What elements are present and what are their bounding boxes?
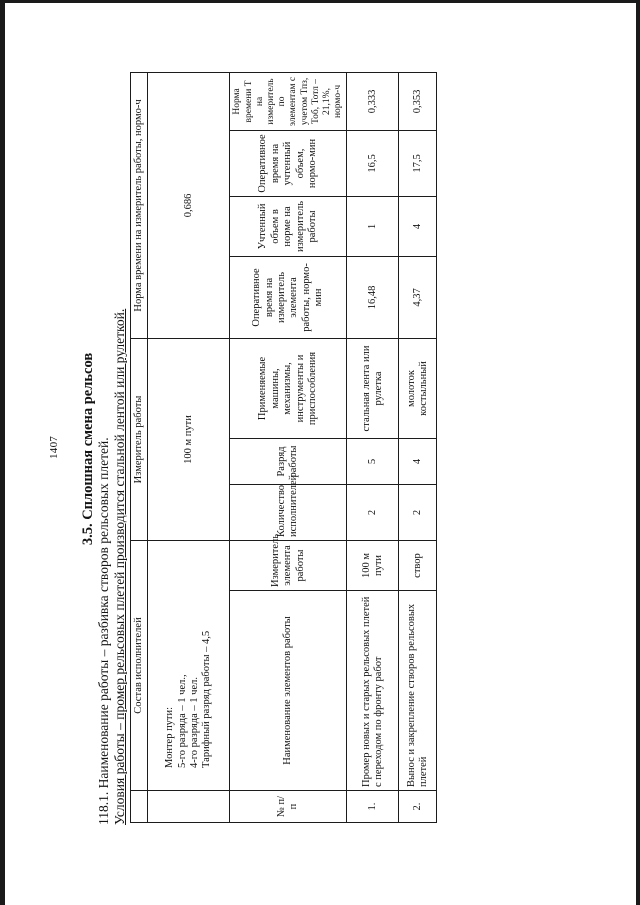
row-op-time-volume: 17,5: [399, 130, 437, 196]
header-volume-per-unit: Учтенный объем в норме на измеритель работы: [230, 196, 347, 256]
header-staff: Состав исполнителей: [131, 541, 148, 791]
header-empty-cell: [131, 791, 148, 823]
row-norm-t: 0,353: [399, 72, 437, 130]
work-name-prefix: 118.1. Наименование работы –: [96, 646, 111, 825]
header-machines: Применяемые машины, механизмы, инструменты и приспособления: [230, 338, 347, 438]
unit-value-cell: 100 м пути: [148, 338, 230, 540]
row-grade: 5: [347, 439, 399, 485]
header-num: № п/п: [230, 791, 347, 823]
staff-line-4: Тарифный разряд работы – 4,5: [201, 630, 213, 768]
staff-line-2: 5-го разряда – 1 чел.,: [176, 674, 188, 768]
row-machines: молоток костыльный: [399, 338, 437, 438]
row-op-time-element: 16,48: [347, 256, 399, 338]
row-num: 1.: [347, 791, 399, 823]
row-volume: 4: [399, 196, 437, 256]
header-element-unit: Измеритель элемента работы: [230, 541, 347, 591]
conditions-prefix: Условия работы –: [112, 719, 127, 825]
section-title: 3.5. Сплошная смена рельсов: [80, 352, 96, 546]
row-norm-t: 0,333: [347, 72, 399, 130]
header-norm-t: Норма времени Т на измеритель по элементам с учетом Тпз, Тоб, Тотл – 21,1%, нормо-ч: [230, 72, 347, 130]
row-grade: 4: [399, 439, 437, 485]
row-op-time-element: 4,37: [399, 256, 437, 338]
row-name: Промер новых и старых рельсовых плетей с переходом по фронту работ: [347, 591, 399, 791]
norm-value-cell: 0,686: [148, 72, 230, 338]
work-name-line: [96, 437, 112, 825]
staff-line-1: Монтер пути:: [164, 706, 176, 768]
work-name-value: разбивка створов рельсовых плетей.: [96, 437, 111, 647]
header-element-name: Наименование элементов работы: [230, 591, 347, 791]
row-op-time-volume: 16,5: [347, 130, 399, 196]
row-name: Вынос и закрепление створов рельсовых плетей: [399, 591, 437, 791]
blank-num-cell: [148, 791, 230, 823]
row-machines: стальная лента или рулетка: [347, 338, 399, 438]
row-num: 2.: [399, 791, 437, 823]
header-op-time-volume: Оперативное время на учтенный объем, нормо-мин: [230, 130, 347, 196]
header-performers: Количество исполнителей: [230, 485, 347, 541]
table-row: [399, 72, 437, 822]
table-row: [347, 72, 399, 822]
work-conditions-line: [112, 309, 128, 825]
staff-cell: [148, 541, 230, 791]
page-number: 1407: [48, 435, 60, 459]
work-norm-table: [130, 72, 437, 823]
header-unit: Измеритель работы: [131, 338, 148, 540]
header-op-time-element: Оперативное время на измеритель элемента работы, нормо-мин: [230, 256, 347, 338]
header-grade: Разряд работы: [230, 439, 347, 485]
row-volume: 1: [347, 196, 399, 256]
row-unit: 100 м пути: [347, 541, 399, 591]
header-norm: Норма времени на измеритель работы, нормо-ч: [131, 72, 148, 338]
row-performers: 2: [347, 485, 399, 541]
row-performers: 2: [399, 485, 437, 541]
conditions-value: промер рельсовых плетей производится стальной лентой или рулеткой.: [112, 308, 127, 720]
staff-line-3: 4-го разряда – 1 чел.: [188, 677, 200, 768]
row-unit: створ: [399, 541, 437, 591]
